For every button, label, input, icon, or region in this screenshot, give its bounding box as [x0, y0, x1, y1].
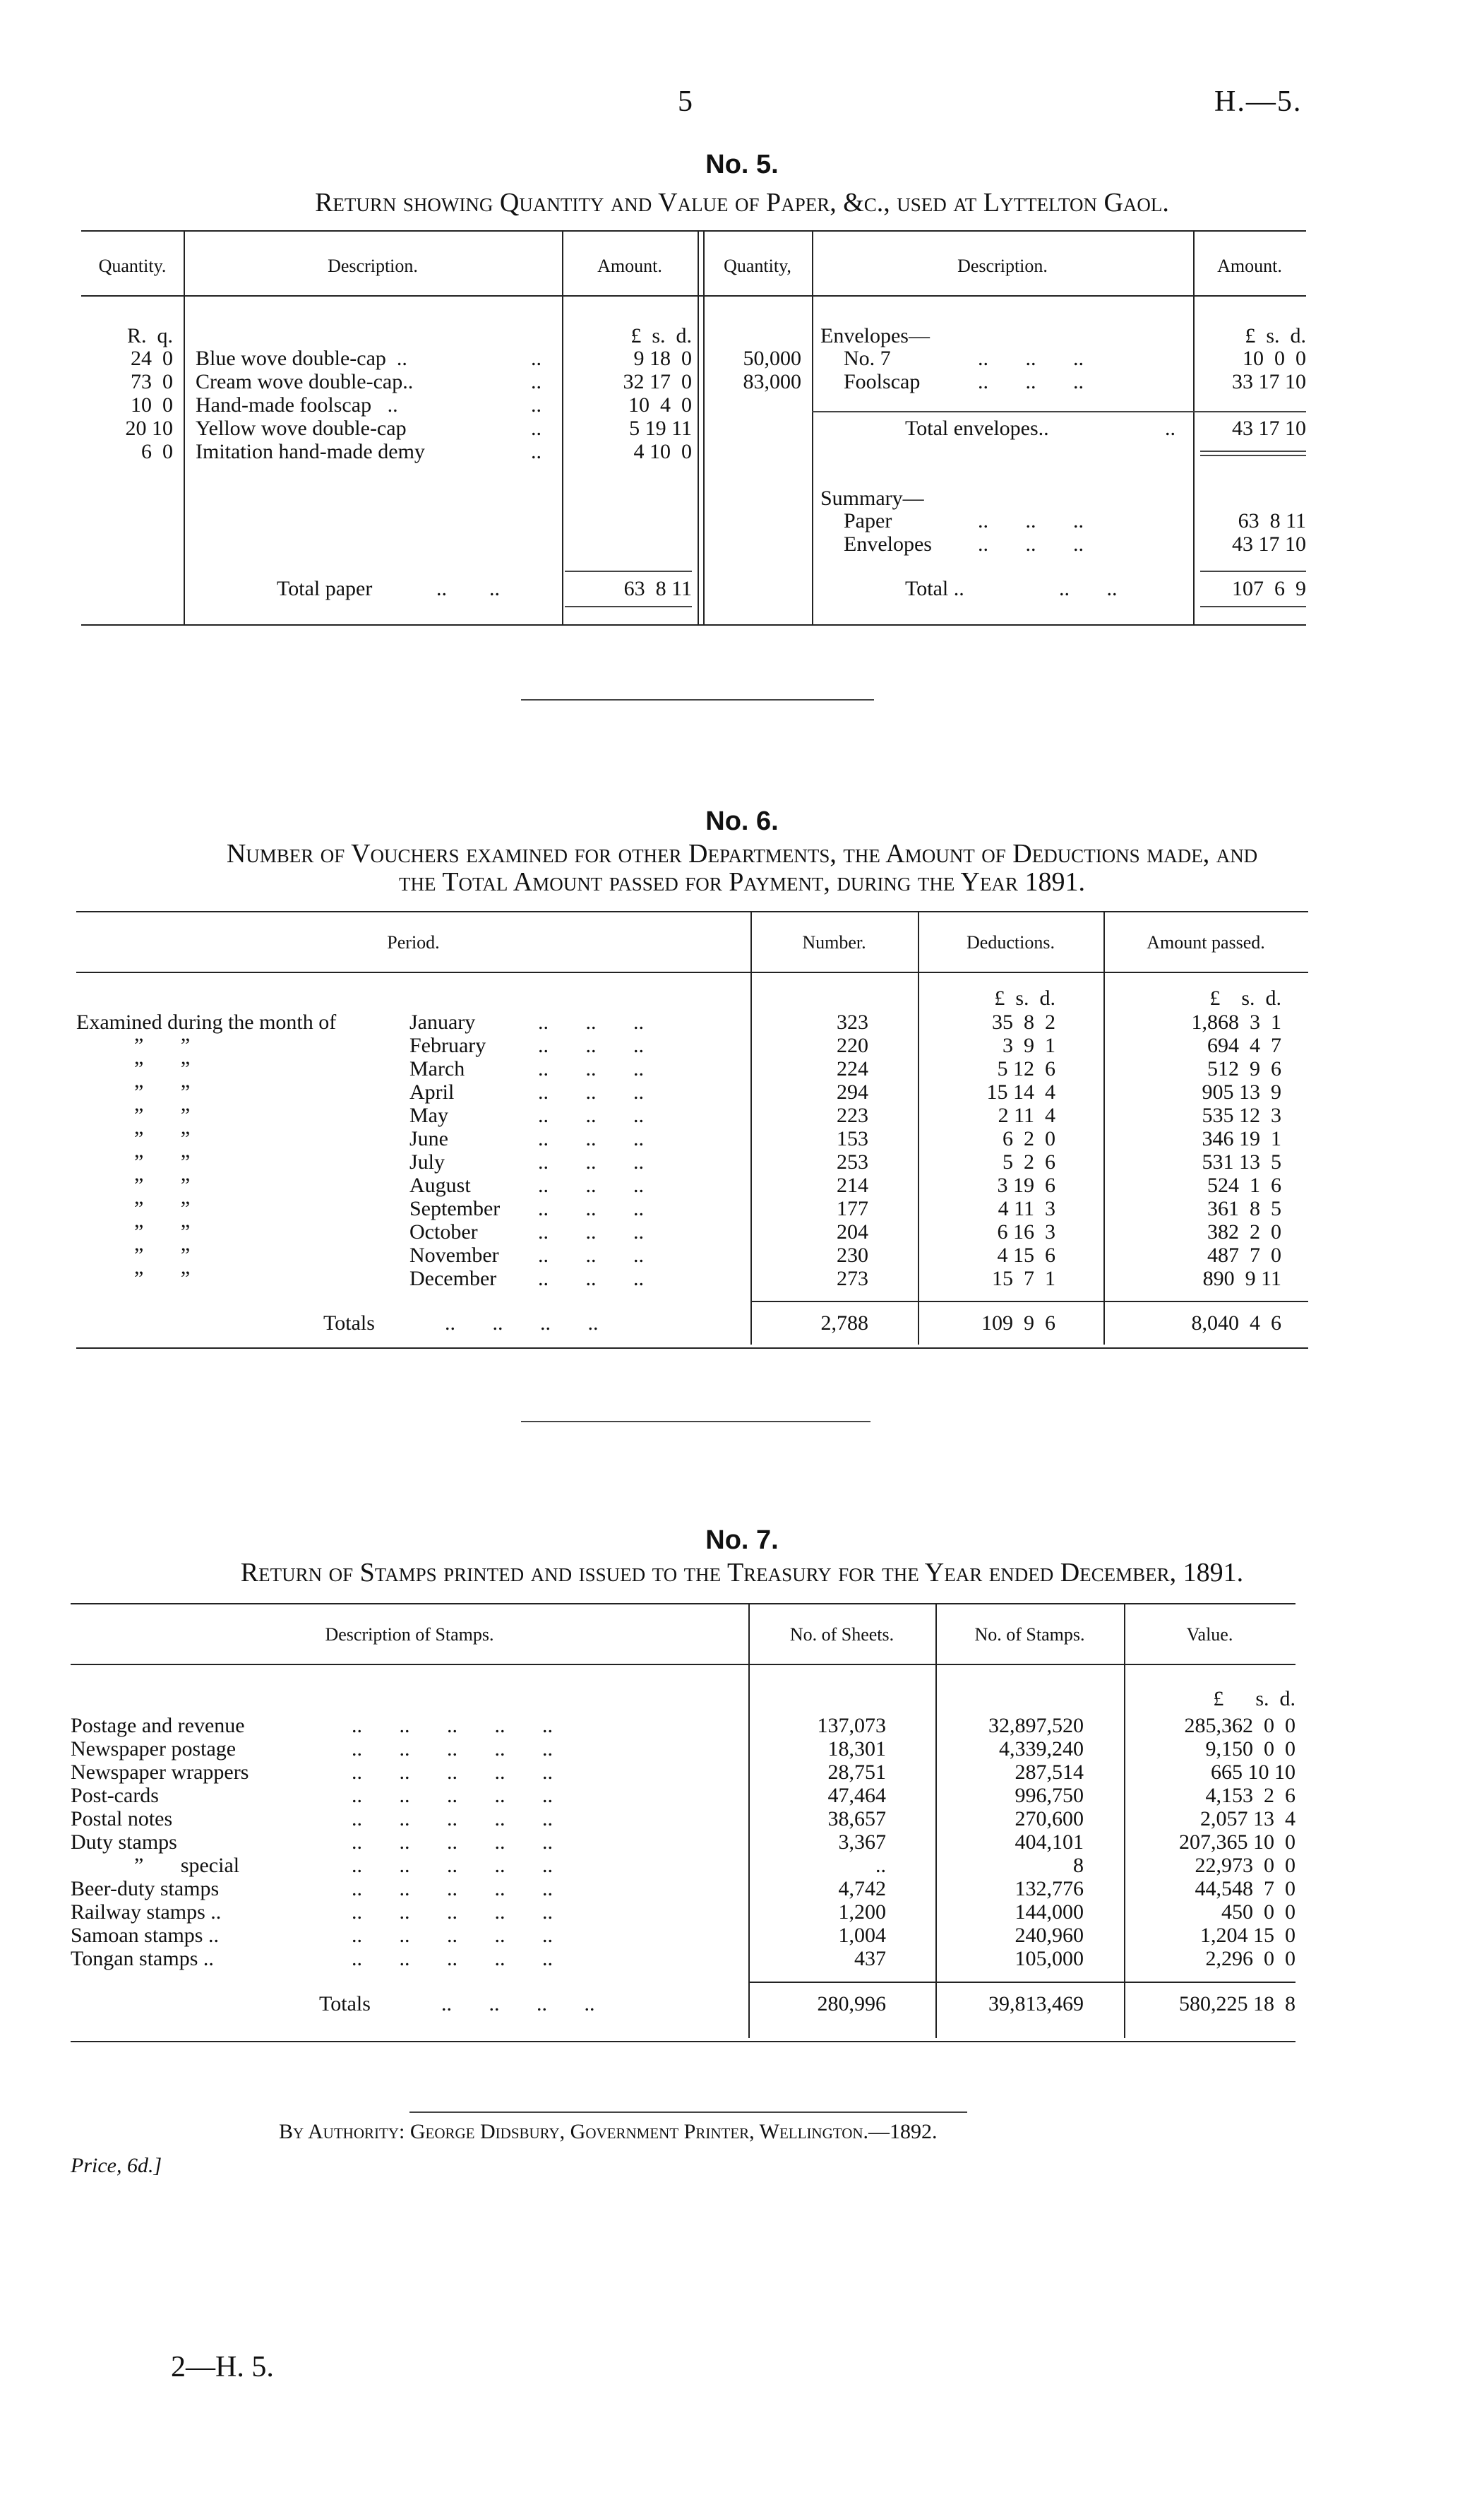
table-row: 6 16 3	[997, 1220, 1055, 1244]
table-row: November	[409, 1244, 499, 1267]
table-row: Postage and revenue	[71, 1714, 245, 1737]
table-row: .. .. ..	[538, 1080, 644, 1104]
header-description-right: Description.	[957, 256, 1048, 276]
table-row: .. .. ..	[538, 1034, 644, 1057]
table-row: .. .. ..	[978, 532, 1084, 556]
table-row: 33 17 10	[1232, 370, 1306, 393]
table-row: 323	[837, 1011, 868, 1034]
table-row: 240,960	[1015, 1924, 1084, 1947]
table-row: 5 12 6	[997, 1057, 1055, 1080]
table-row: 287,514	[1015, 1761, 1084, 1784]
total-deductions: 109 9 6	[981, 1311, 1055, 1335]
grand-total-dots: .. ..	[1059, 577, 1118, 600]
table-7-title: Return of Stamps printed and issued to the Treasury for the Year ended December, 1891.	[240, 1558, 1244, 1587]
table-row: .. .. .. .. ..	[352, 1714, 553, 1737]
table-row: 4 10 0	[633, 440, 692, 463]
table-row: 63 8 11	[1238, 509, 1306, 532]
table-row: 15 14 4	[986, 1080, 1055, 1104]
table-row: 382 2 0	[1207, 1220, 1281, 1244]
table-6-number: No. 6.	[705, 806, 779, 836]
table-row: 177	[837, 1197, 868, 1220]
header-deductions: Deductions.	[967, 932, 1055, 953]
header-description-of-stamps: Description of Stamps.	[325, 1624, 494, 1645]
table-row: Samoan stamps ..	[71, 1924, 219, 1947]
table-row: 996,750	[1015, 1784, 1084, 1807]
table-row: 28,751	[827, 1761, 886, 1784]
table-row: .. .. ..	[978, 370, 1084, 393]
table-row: 20 10	[125, 417, 173, 440]
header-amount: Amount.	[597, 256, 662, 276]
units-quantity: R. q.	[126, 324, 173, 347]
document-code: H.—5.	[1214, 85, 1303, 118]
table-row: 905 13 9	[1202, 1080, 1281, 1104]
table-row: 6 0	[141, 440, 173, 463]
ditto-mark: ” ”	[134, 1127, 191, 1150]
period-prefix: Examined during the month of	[76, 1011, 337, 1034]
units-deductions: £ s. d.	[994, 987, 1055, 1010]
table-row: May	[409, 1104, 448, 1127]
table-row: 224	[837, 1057, 868, 1080]
ditto-mark: ” ”	[134, 1034, 191, 1057]
table-row: 5 19 11	[629, 417, 692, 440]
section-divider	[521, 1421, 870, 1422]
table-row: 4 15 6	[997, 1244, 1055, 1267]
table-row: ..	[531, 370, 541, 393]
table-row: 22,973 0 0	[1195, 1854, 1295, 1877]
table-row: .. .. ..	[978, 347, 1084, 370]
totals-label: Totals	[323, 1311, 375, 1335]
table-row: ..	[875, 1854, 886, 1877]
header-amount-passed: Amount passed.	[1147, 932, 1265, 953]
table-row: 3 9 1	[1003, 1034, 1055, 1057]
table-row: August	[409, 1174, 471, 1197]
total-envelopes-label: Total envelopes..	[905, 417, 1049, 440]
table-6-title-line1: Number of Vouchers examined for other Departments, the Amount of Deductions made, and	[226, 839, 1258, 869]
table-row: 5 2 6	[1003, 1150, 1055, 1174]
section-divider	[521, 699, 874, 701]
table-row: 9 18 0	[633, 347, 692, 370]
table-row: Blue wove double-cap ..	[196, 347, 407, 370]
table-row: 10 4 0	[628, 393, 692, 417]
table-row: .. .. ..	[978, 509, 1084, 532]
table-row: 273	[837, 1267, 868, 1290]
table-row: March	[409, 1057, 465, 1080]
table-row: 437	[854, 1947, 886, 1970]
table-row: 207,365 10 0	[1179, 1830, 1295, 1854]
table-row: 8	[1073, 1854, 1084, 1877]
table-row: Railway stamps ..	[71, 1900, 222, 1924]
table-row: 404,101	[1015, 1830, 1084, 1854]
table-row: .. .. ..	[538, 1244, 644, 1267]
ditto-mark: ” ”	[134, 1220, 191, 1244]
ditto-mark: ” ”	[134, 1267, 191, 1290]
table-row: December	[409, 1267, 497, 1290]
ditto-mark: ” ”	[134, 1150, 191, 1174]
price: Price, 6d.]	[71, 2154, 162, 2177]
table-row: 223	[837, 1104, 868, 1127]
table-row: 2,057 13 4	[1200, 1807, 1295, 1830]
table-row: 83,000	[743, 370, 801, 393]
table-row: .. .. .. .. ..	[352, 1784, 553, 1807]
table-row: .. .. .. .. ..	[352, 1877, 553, 1900]
table-row: 230	[837, 1244, 868, 1267]
table-row: 294	[837, 1080, 868, 1104]
totals-dots: .. .. .. ..	[441, 1992, 595, 2015]
table-row: 694 4 7	[1207, 1034, 1281, 1057]
table-row: 1,868 3 1	[1191, 1011, 1281, 1034]
grand-total-amount: 107 6 9	[1232, 577, 1306, 600]
table-row: 32,897,520	[988, 1714, 1084, 1737]
ditto-mark: ” ”	[134, 1174, 191, 1197]
table-row: 32 17 0	[623, 370, 692, 393]
units-amount-right: £ s. d.	[1245, 324, 1306, 347]
total-paper-amount: 63 8 11	[623, 577, 692, 600]
table-row: 512 9 6	[1207, 1057, 1281, 1080]
table-row: July	[409, 1150, 445, 1174]
table-row: 220	[837, 1034, 868, 1057]
ditto-mark: ” ”	[134, 1104, 191, 1127]
ditto-mark: ” ”	[134, 1197, 191, 1220]
table-row: ” special	[134, 1854, 240, 1877]
table-row: .. .. .. .. ..	[352, 1807, 553, 1830]
table-row: .. .. ..	[538, 1197, 644, 1220]
table-row: ..	[531, 440, 541, 463]
total-amount-passed: 8,040 4 6	[1191, 1311, 1281, 1335]
total-stamps: 39,813,469	[988, 1992, 1084, 2015]
table-row: ..	[531, 393, 541, 417]
ditto-mark: ” ”	[134, 1057, 191, 1080]
table-row: No. 7	[844, 347, 891, 370]
table-row: .. .. ..	[538, 1174, 644, 1197]
totals-dots: .. .. .. ..	[445, 1311, 599, 1335]
envelopes-heading: Envelopes—	[820, 324, 930, 347]
table-row: Newspaper wrappers	[71, 1761, 249, 1784]
table-row: 1,004	[838, 1924, 886, 1947]
table-row: 524 1 6	[1207, 1174, 1281, 1197]
total-paper-dots: .. ..	[436, 577, 500, 600]
table-row: Yellow wove double-cap	[196, 417, 407, 440]
total-value: 580,225 18 8	[1179, 1992, 1295, 2015]
header-quantity: Quantity.	[98, 256, 167, 276]
table-row: September	[409, 1197, 501, 1220]
table-row: 4 11 3	[998, 1197, 1055, 1220]
table-row: 361 8 5	[1207, 1197, 1281, 1220]
table-row: Newspaper postage	[71, 1737, 237, 1761]
total-sheets: 280,996	[817, 1992, 886, 2015]
table-row: Envelopes	[844, 532, 932, 556]
table-row: 890 9 11	[1202, 1267, 1281, 1290]
table-5-number: No. 5.	[705, 150, 779, 179]
table-row: 665 10 10	[1211, 1761, 1295, 1784]
header-period: Period.	[387, 932, 440, 953]
header-number: Number.	[802, 932, 866, 953]
table-row: Post-cards	[71, 1784, 159, 1807]
table-row: October	[409, 1220, 478, 1244]
table-row: 487 7 0	[1207, 1244, 1281, 1267]
total-number: 2,788	[820, 1311, 868, 1335]
table-row: 535 12 3	[1202, 1104, 1281, 1127]
table-row: February	[409, 1034, 486, 1057]
ditto-mark: ” ”	[134, 1080, 191, 1104]
header-description: Description.	[328, 256, 418, 276]
table-row: .. .. ..	[538, 1267, 644, 1290]
grand-total-label: Total ..	[905, 577, 964, 600]
table-row: 50,000	[743, 347, 801, 370]
header-quantity-right: Quantity,	[724, 256, 791, 276]
total-envelopes-dots: ..	[1165, 417, 1175, 440]
table-7-number: No. 7.	[705, 1525, 779, 1555]
table-row: 6 2 0	[1003, 1127, 1055, 1150]
table-row: Paper	[844, 509, 892, 532]
table-row: 270,600	[1015, 1807, 1084, 1830]
table-row: 153	[837, 1127, 868, 1150]
table-row: 18,301	[827, 1737, 886, 1761]
table-row: .. .. ..	[538, 1104, 644, 1127]
table-row: .. .. .. .. ..	[352, 1761, 553, 1784]
table-row: 105,000	[1015, 1947, 1084, 1970]
table-row: April	[409, 1080, 455, 1104]
table-row: 285,362 0 0	[1184, 1714, 1295, 1737]
table-row: Hand-made foolscap ..	[196, 393, 398, 417]
units-value: £ s. d.	[1213, 1687, 1295, 1710]
table-row: ..	[531, 417, 541, 440]
table-row: .. .. ..	[538, 1127, 644, 1150]
table-row: .. .. .. .. ..	[352, 1900, 553, 1924]
table-row: 44,548 7 0	[1195, 1877, 1295, 1900]
summary-heading: Summary—	[820, 487, 924, 510]
table-row: 43 17 10	[1232, 532, 1306, 556]
ditto-mark: ” ”	[134, 1244, 191, 1267]
table-row: 531 13 5	[1202, 1150, 1281, 1174]
table-row: 204	[837, 1220, 868, 1244]
table-row: 4,339,240	[999, 1737, 1084, 1761]
printer-authority-text: By Authority: George Didsbury, Government Printer, Wellington.—1892.	[279, 2120, 938, 2143]
table-row: 47,464	[827, 1784, 886, 1807]
table-row: 35 8 2	[992, 1011, 1055, 1034]
table-row: .. .. ..	[538, 1011, 644, 1034]
table-row: January	[409, 1011, 476, 1034]
table-row: 4,153 2 6	[1205, 1784, 1295, 1807]
table-row: 10 0 0	[1243, 347, 1306, 370]
table-row: 137,073	[817, 1714, 886, 1737]
table-row: 73 0	[131, 370, 173, 393]
total-envelopes-amount: 43 17 10	[1232, 417, 1306, 440]
table-row: Cream wove double-cap..	[196, 370, 414, 393]
table-row: 253	[837, 1150, 868, 1174]
table-row: Postal notes	[71, 1807, 173, 1830]
table-row: 132,776	[1015, 1877, 1084, 1900]
table-row: 3 19 6	[997, 1174, 1055, 1197]
table-row: 9,150 0 0	[1205, 1737, 1295, 1761]
table-row: .. .. .. .. ..	[352, 1830, 553, 1854]
table-5-title: Return showing Quantity and Value of Paper, &c., used at Lyttelton Gaol.	[315, 188, 1169, 218]
table-6-title-line2: the Total Amount passed for Payment, during the Year 1891.	[399, 867, 1085, 897]
table-row: Beer-duty stamps	[71, 1877, 220, 1900]
printer-authority	[279, 2120, 938, 2144]
page-number: 5	[678, 85, 693, 118]
table-row: 4,742	[838, 1877, 886, 1900]
header-amount-right: Amount.	[1217, 256, 1282, 276]
table-row: Duty stamps	[71, 1830, 177, 1854]
table-row: .. .. .. .. ..	[352, 1737, 553, 1761]
total-paper-label: Total paper	[277, 577, 373, 600]
table-row: .. .. ..	[538, 1220, 644, 1244]
table-row: 214	[837, 1174, 868, 1197]
table-row: June	[409, 1127, 448, 1150]
footer-divider	[409, 2111, 967, 2113]
table-row: 2 11 4	[998, 1104, 1055, 1127]
units-amount-passed: £ s. d.	[1209, 987, 1281, 1010]
table-row: ..	[531, 347, 541, 370]
header-no-of-stamps: No. of Stamps.	[974, 1624, 1085, 1645]
table-row: 1,204 15 0	[1200, 1924, 1295, 1947]
table-row: 10 0	[131, 393, 173, 417]
table-row: .. .. ..	[538, 1057, 644, 1080]
table-row: 15 7 1	[992, 1267, 1055, 1290]
table-row: Foolscap	[844, 370, 921, 393]
table-row: 144,000	[1015, 1900, 1084, 1924]
table-row: 3,367	[838, 1830, 886, 1854]
table-row: 346 19 1	[1202, 1127, 1281, 1150]
table-row: 1,200	[838, 1900, 886, 1924]
table-row: 450 0 0	[1221, 1900, 1295, 1924]
table-row: Tongan stamps ..	[71, 1947, 214, 1970]
header-no-of-sheets: No. of Sheets.	[789, 1624, 894, 1645]
table-row: .. .. .. .. ..	[352, 1947, 553, 1970]
table-row: Imitation hand-made demy	[196, 440, 425, 463]
table-row: .. .. ..	[538, 1150, 644, 1174]
table-row: .. .. .. .. ..	[352, 1924, 553, 1947]
table-row: .. .. .. .. ..	[352, 1854, 553, 1877]
header-value: Value.	[1186, 1624, 1233, 1645]
units-amount: £ s. d.	[630, 324, 692, 347]
table-row: 2,296 0 0	[1205, 1947, 1295, 1970]
signature-mark: 2—H. 5.	[171, 2351, 274, 2383]
table-row: 38,657	[827, 1807, 886, 1830]
table-row: 24 0	[131, 347, 173, 370]
totals-label: Totals	[319, 1992, 371, 2015]
